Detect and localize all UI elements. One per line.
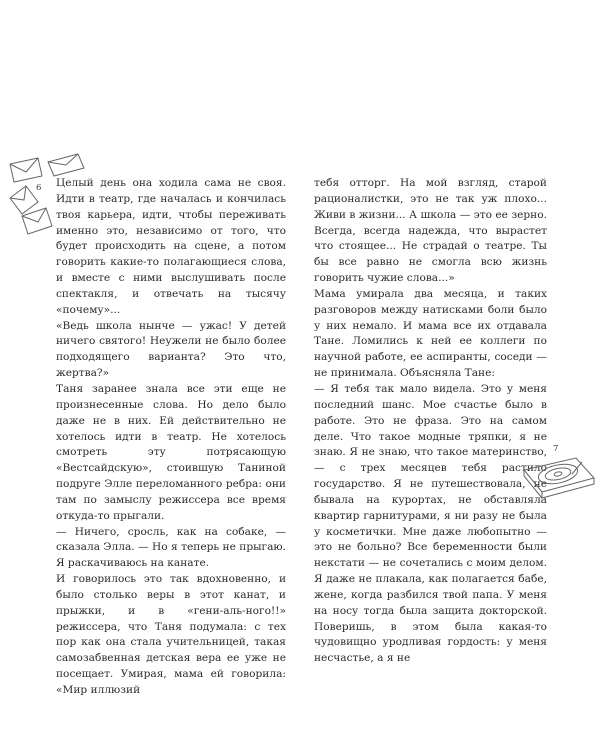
vinyl-record-icon [516,450,600,505]
paragraph: — Ничего, сросль, как на собаке, — сказала Элла. — Но я теперь не прыгаю. Я раскачиваюсь на канате. [56,525,286,570]
page-number-right: 7 [553,444,559,454]
paragraph: «Ведь школа нынче — ужас! У детей ничего святого! Неужели не было более подходящего варианта? Это что, жертва?» [56,319,286,380]
paragraph: Мама умирала два месяца, и таких разговоров между натисками боли было у них немало. И мама все их отдавала Тане. Ломились к ней ее коллеги по научной работе, ее аспиранты, соседи — не принимала. Объясняла Тане: [314,287,547,380]
left-text-column [56,176,286,699]
right-text-column [314,176,547,667]
paragraph: Целый день она ходила сама не своя. Идти в театр, где началась и кончилась твоя карьера, идти, чтобы переживать именно это, независимо от того, что будет происходить на сцене, а потом говорить какие-то полагающиеся слова, и вместе с ними выслушивать после спектакля, и отвечать на тысячу «почему»... [56,177,286,316]
page-number-left: 6 [36,183,42,193]
paragraph: — Я тебя так мало видела. Это у меня последний шанс. Мое счастье было в работе. Это не фраза. Это на самом деле. Что такое модные тряпки, я не знаю. Я не знаю, что такое материнство, — с трех месяцев тебя растило государство. Я не путешествовала, не бывала на курортах, не обставляла квартир гарнитурами, я ни разу не была у косметички. Мне даже любопытно — это не больно? Все беременности были некстати — не сочетались с моим делом. Я даже не плакала, как полагается бабе, жене, когда разбился твой папа. У меня на носу тогда была защита докторской. Поверишь, в этом была какая-то чудовищно уродливая гордость: у меня несчастье, а я не [314,382,547,665]
right-page [300,0,600,750]
paragraph: тебя отторг. На мой взгляд, старой рационалистки, это не так уж плохо... Живи в жизни... А школа — это ее зерно. Всегда, всегда надежда, что вырастет что стоящее... Не страдай о театре. Ты бы все равно не смогла всю жизнь говорить чужие слова...» [314,177,547,285]
paragraph: И говорилось это так вдохновенно, и было столько веры в этот канат, и прыжки, и в «гени-аль-ного!!» режиссера, что Таня подумала: с тех пор как она стала учительницей, такая самозабвенная детская вера ее уже не посещает. Умирая, мама ей говорила: «Мир иллюзий [56,573,286,696]
paragraph: Таня заранее знала все эти еще не произнесенные слова. Но дело было даже не в них. Ей действительно не хотелось идти в театр. Не хотелось смотреть эту потрясающую «Вестсайдскую», стоившую Таниной подруге Элле переломанного ребра: они там по замыслу режиссера все время откуда-то прыгали. [56,382,286,522]
